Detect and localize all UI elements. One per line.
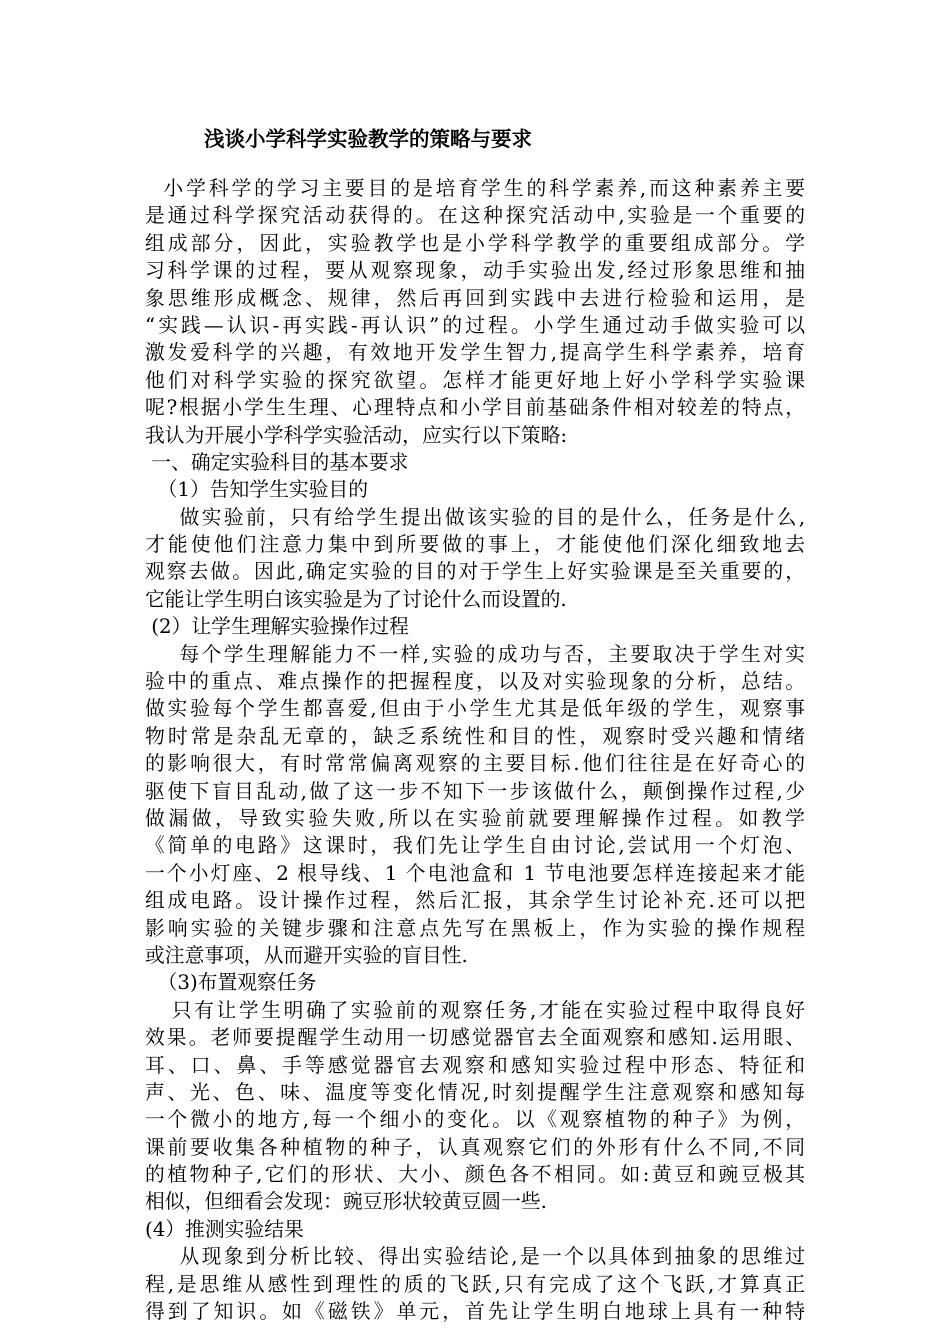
text-line: 驱使下盲目乱动,做了这一步不知下一步该做什么，颠倒操作过程,少 [145, 779, 805, 803]
text-line: 影响实验的关键步骤和注意点先写在黑板上，作为实验的操作规程 [145, 916, 805, 940]
text-line: 习科学课的过程，要从观察现象，动手实验出发,经过形象思维和抽 [145, 259, 805, 283]
text-line: 从现象到分析比较、得出实验结论,是一个以具体到抽象的思维过 [145, 1245, 806, 1269]
text-line: 做实验每个学生都喜爱,但由于小学生尤其是低年级的学生，观察事 [145, 697, 805, 721]
text-line: 相似，但细看会发现：豌豆形状较黄豆圆一些. [145, 1190, 547, 1214]
text-line: “实践—认识-再实践-再认识”的过程。小学生通过动手做实验可以 [145, 313, 805, 337]
text-line: 耳、口、鼻、手等感觉器官去观察和感知实验过程中形态、特征和 [145, 1053, 805, 1077]
text-line: 是通过科学探究活动获得的。在这种探究活动中,实验是一个重要的 [145, 204, 805, 228]
text-line: 呢?根据小学生生理、心理特点和小学目前基础条件相对较差的特点， [145, 396, 805, 420]
text-line: 每个学生理解能力不一样,实验的成功与否，主要取决于学生对实 [145, 642, 806, 666]
text-line: 才能使他们注意力集中到所要做的事上，才能使他们深化细致地去 [145, 533, 805, 557]
text-line: (2）让学生理解实验操作过程 [145, 615, 409, 639]
text-line: 物时常是杂乱无章的，缺乏系统性和目的性，观察时受兴趣和情绪 [145, 724, 805, 748]
document-title: 浅谈小学科学实验教学的策略与要求 [204, 127, 532, 151]
text-line: 做漏做，导致实验失败,所以在实验前就要理解操作过程。如教学 [145, 806, 805, 830]
text-line: 程,是思维从感性到理性的质的飞跃,只有完成了这个飞跃,才算真正 [145, 1272, 805, 1296]
text-line: 小学科学的学习主要目的是培育学生的科学素养,而这种素养主要 [145, 177, 806, 200]
text-line: 的影响很大，有时常常偏离观察的主要目标.他们往往是在好奇心的 [145, 752, 805, 776]
text-line: 声、光、色、味、温度等变化情况,时刻提醒学生注意观察和感知每 [145, 1080, 805, 1104]
text-line: 验中的重点、难点操作的把握程度，以及对实验现象的分析，总结。 [145, 670, 805, 694]
text-line: 得到了知识。如《磁铁》单元，首先让学生明白地球上具有一种特 [145, 1300, 805, 1324]
text-line: （1）告知学生实验目的 [145, 478, 368, 502]
text-line: 《简单的电路》这课时，我们先让学生自由讨论,尝试用一个灯泡、 [145, 834, 805, 858]
text-line: 象思维形成概念、规律，然后再回到实践中去进行检验和运用，是 [145, 286, 805, 310]
text-line: 一个小灯座、2 根导线、1 个电池盒和 1 节电池要怎样连接起来才能 [145, 861, 805, 885]
text-line: 观察去做。因此,确定实验的目的对于学生上好实验课是至关重要的， [145, 560, 805, 584]
text-line: 激发爱科学的兴趣，有效地开发学生智力,提高学生科学素养，培育 [145, 341, 805, 365]
text-line: 组成电路。设计操作过程，然后汇报，其余学生讨论补充.还可以把 [145, 889, 805, 913]
text-line: 他们对科学实验的探究欲望。怎样才能更好地上好小学科学实验课 [145, 368, 805, 392]
text-line: 效果。老师要提醒学生动用一切感觉器官去全面观察和感知.运用眼、 [145, 1026, 805, 1050]
text-line: 做实验前，只有给学生提出做该实验的目的是什么，任务是什么, [145, 505, 806, 529]
text-line: 组成部分，因此，实验教学也是小学科学教学的重要组成部分。学 [145, 231, 805, 255]
text-line: 一个微小的地方,每一个细小的变化。以《观察植物的种子》为例， [145, 1108, 805, 1132]
document-body [145, 175, 805, 1325]
text-line: 只有让学生明确了实验前的观察任务,才能在实验过程中取得良好 [145, 998, 805, 1022]
text-line: 或注意事项，从而避开实验的盲目性. [145, 943, 468, 967]
text-line: (4）推测实验结果 [145, 1217, 304, 1241]
text-line: 的植物种子,它们的形状、大小、颜色各不相同。如:黄豆和豌豆极其 [145, 1163, 805, 1187]
text-line: （3)布置观察任务 [145, 971, 317, 995]
text-line: 课前要收集各种植物的种子，认真观察它们的外形有什么不同,不同 [145, 1135, 805, 1159]
text-line: 它能让学生明白该实验是为了讨论什么而设置的. [145, 587, 567, 611]
text-line: 我认为开展小学科学实验活动，应实行以下策略: [145, 423, 568, 447]
text-line: 一、确定实验科目的基本要求 [145, 450, 409, 474]
